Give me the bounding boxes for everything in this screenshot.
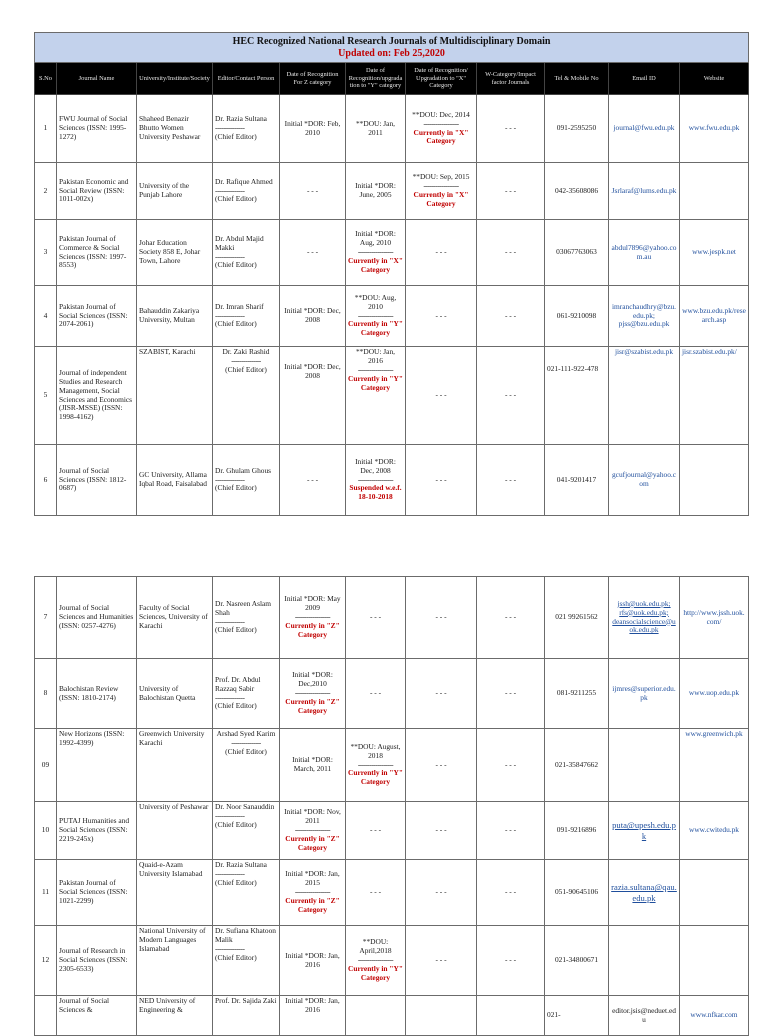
row-website[interactable] bbox=[680, 926, 749, 996]
journals-table-page-2 bbox=[34, 576, 749, 1036]
row-university: University of Peshawar bbox=[137, 802, 213, 860]
row-tel: 091-9216896 bbox=[545, 802, 609, 860]
row-w-category: - - - bbox=[477, 445, 545, 516]
updated-date: Updated on: Feb 25,2020 bbox=[338, 47, 445, 59]
row-university: Shaheed Benazir Bhutto Women University Peshawar bbox=[137, 95, 213, 163]
editor-name: Dr. Imran Sharif bbox=[215, 301, 264, 311]
y-date: **DOU: Jan, 2016 bbox=[355, 347, 395, 365]
row-email[interactable] bbox=[609, 729, 680, 802]
editor-name: Dr. Sufiana Khatoon Malik bbox=[215, 926, 276, 944]
row-sno: 4 bbox=[35, 286, 57, 347]
row-x-date bbox=[406, 996, 477, 1036]
row-sno: 7 bbox=[35, 577, 57, 659]
row-journal: Journal of independent Studies and Research Management, Social Sciences and Economics (JISR-MSSE) (ISSN: 1998-4162) bbox=[57, 347, 137, 445]
row-editor bbox=[213, 163, 280, 220]
row-editor bbox=[213, 95, 280, 163]
editor-separator: --------------- bbox=[215, 616, 245, 626]
row-y-date bbox=[346, 445, 406, 516]
row-email[interactable]: journal@fwu.edu.pk bbox=[609, 95, 680, 163]
row-editor bbox=[213, 659, 280, 729]
row-x-date bbox=[406, 95, 477, 163]
row-z-date: Initial *DOR: Dec, 2008 bbox=[280, 347, 346, 445]
x-separator: ------------------ bbox=[423, 181, 459, 191]
y-status: Suspended w.e.f. 18-10-2018 bbox=[349, 483, 402, 502]
col-header-editor: Editor/Contact Person bbox=[213, 63, 280, 95]
row-university: Bahauddin Zakariya University, Multan bbox=[137, 286, 213, 347]
editor-separator: --------------- bbox=[215, 310, 245, 320]
row-z-date bbox=[280, 659, 346, 729]
row-w-category: - - - bbox=[477, 802, 545, 860]
y-date: Initial *DOR: Dec, 2008 bbox=[355, 456, 396, 475]
row-y-date: - - - bbox=[346, 802, 406, 860]
row-sno: 1 bbox=[35, 95, 57, 163]
editor-separator: --------------- bbox=[231, 737, 261, 747]
row-editor bbox=[213, 445, 280, 516]
row-y-date bbox=[346, 729, 406, 802]
row-email[interactable]: jssh@uok.edu.pk; rfs@uok.edu.pk; deansocialscience@uok.edu.pk bbox=[609, 577, 680, 659]
row-y-date: - - - bbox=[346, 659, 406, 729]
row-university: Quaid-e-Azam University Islamabad bbox=[137, 860, 213, 926]
y-date: Initial *DOR: Aug, 2010 bbox=[355, 229, 396, 248]
row-tel: 021- bbox=[545, 996, 609, 1036]
row-website[interactable]: www.jespk.net bbox=[680, 220, 749, 286]
row-website[interactable]: jisr.szabist.edu.pk/ bbox=[680, 347, 749, 445]
row-sno: 3 bbox=[35, 220, 57, 286]
row-email[interactable] bbox=[609, 926, 680, 996]
row-website[interactable]: www.uop.edu.pk bbox=[680, 659, 749, 729]
row-x-date: - - - bbox=[406, 729, 477, 802]
z-separator: ------------------ bbox=[294, 887, 331, 897]
row-tel: 051-90645106 bbox=[545, 860, 609, 926]
col-header-sno: S.No bbox=[35, 63, 57, 95]
editor-name: Dr. Rafique Ahmed bbox=[215, 176, 273, 186]
editor-role: (Chief Editor) bbox=[225, 746, 267, 756]
row-email[interactable]: ijmres@superior.edu.pk bbox=[609, 659, 680, 729]
row-tel: 021-34800671 bbox=[545, 926, 609, 996]
row-z-date: Initial *DOR: March, 2011 bbox=[280, 729, 346, 802]
row-z-date: - - - bbox=[280, 163, 346, 220]
z-separator: ------------------ bbox=[294, 612, 331, 622]
page-title-bar bbox=[35, 33, 749, 63]
row-x-date: - - - bbox=[406, 220, 477, 286]
row-w-category: - - - bbox=[477, 577, 545, 659]
row-editor bbox=[213, 577, 280, 659]
row-y-date: **DOU: Jan, 2011 bbox=[346, 95, 406, 163]
editor-name: Dr. Razia Sultana bbox=[215, 114, 267, 124]
table-row bbox=[35, 95, 749, 163]
table-row bbox=[35, 220, 749, 286]
row-z-date: Initial *DOR: Jan, 2016 bbox=[280, 996, 346, 1036]
row-y-date bbox=[346, 996, 406, 1036]
row-sno: 12 bbox=[35, 926, 57, 996]
row-w-category: - - - bbox=[477, 220, 545, 286]
row-sno: 11 bbox=[35, 860, 57, 926]
row-university: Johar Education Society 858 E, Johar Town, Lahore bbox=[137, 220, 213, 286]
row-sno: 6 bbox=[35, 445, 57, 516]
y-separator: ------------------ bbox=[357, 955, 394, 965]
row-y-date: - - - bbox=[346, 577, 406, 659]
row-email[interactable]: puta@upesh.edu.pk bbox=[609, 802, 680, 860]
editor-name: Dr. Ghulam Ghous bbox=[215, 465, 272, 475]
table-row bbox=[35, 286, 749, 347]
editor-role: (Chief Editor) bbox=[215, 625, 257, 635]
editor-role: (Chief Editor) bbox=[215, 483, 257, 493]
row-x-date: - - - bbox=[406, 577, 477, 659]
row-tel: 042-35608086 bbox=[545, 163, 609, 220]
editor-separator: --------------- bbox=[215, 943, 245, 953]
row-journal: Journal of Social Sciences (ISSN: 1812-0687) bbox=[57, 445, 137, 516]
y-status: Currently in "X" Category bbox=[348, 255, 403, 274]
y-status: Currently in "Y" Category bbox=[348, 768, 403, 787]
table-row bbox=[35, 577, 749, 659]
row-z-date: - - - bbox=[280, 445, 346, 516]
z-status: Currently in "Z" Category bbox=[285, 620, 340, 639]
editor-role: (Chief Editor) bbox=[215, 701, 257, 711]
row-w-category: - - - bbox=[477, 163, 545, 220]
page-title: HEC Recognized National Research Journals of Multidisciplinary Domain bbox=[232, 35, 551, 47]
row-x-date: - - - bbox=[406, 926, 477, 996]
row-z-date bbox=[280, 860, 346, 926]
table-row bbox=[35, 926, 749, 996]
z-date: Initial *DOR: Nov, 2011 bbox=[284, 807, 341, 826]
row-journal: Pakistan Economic and Social Review (ISSN: 1011-002x) bbox=[57, 163, 137, 220]
x-date: **DOU: Sep, 2015 bbox=[412, 172, 470, 182]
row-z-date: - - - bbox=[280, 220, 346, 286]
editor-name: Arshad Syed Karim bbox=[216, 729, 276, 738]
editor-separator: --------------- bbox=[215, 123, 245, 133]
row-x-date bbox=[406, 163, 477, 220]
row-website[interactable]: www.greenwich.pk bbox=[680, 729, 749, 802]
row-tel: 021 99261562 bbox=[545, 577, 609, 659]
y-date: **DOU: August, 2018 bbox=[350, 741, 401, 760]
row-editor: Prof. Dr. Sajida Zaki bbox=[213, 996, 280, 1036]
row-email[interactable]: razia.sultana@qau.edu.pk bbox=[609, 860, 680, 926]
editor-role: (Chief Editor) bbox=[215, 952, 257, 962]
column-header-row bbox=[35, 63, 749, 95]
row-editor bbox=[213, 286, 280, 347]
row-website[interactable] bbox=[680, 445, 749, 516]
editor-role: (Chief Editor) bbox=[225, 364, 267, 374]
table-row bbox=[35, 445, 749, 516]
row-z-date: Initial *DOR: Jan, 2016 bbox=[280, 926, 346, 996]
row-w-category: - - - bbox=[477, 286, 545, 347]
editor-role: (Chief Editor) bbox=[215, 131, 257, 141]
row-x-date: - - - bbox=[406, 286, 477, 347]
editor-role: (Chief Editor) bbox=[215, 819, 257, 829]
editor-name: Dr. Razia Sultana bbox=[215, 860, 267, 869]
row-journal: Journal of Research in Social Sciences (ISSN: 2305-6533) bbox=[57, 926, 137, 996]
row-x-date: - - - bbox=[406, 445, 477, 516]
editor-separator: --------------- bbox=[215, 474, 245, 484]
table-row bbox=[35, 802, 749, 860]
editor-separator: --------------- bbox=[215, 185, 245, 195]
y-separator: ------------------ bbox=[357, 474, 394, 484]
row-w-category: - - - bbox=[477, 860, 545, 926]
y-status: Currently in "Y" Category bbox=[348, 319, 403, 338]
row-editor bbox=[213, 347, 280, 445]
row-z-date: Initial *DOR: Feb, 2010 bbox=[280, 95, 346, 163]
z-date: Initial *DOR: May 2009 bbox=[284, 594, 341, 613]
y-separator: ------------------ bbox=[357, 364, 394, 374]
row-university: Faculty of Social Sciences, University of Karachi bbox=[137, 577, 213, 659]
row-website[interactable] bbox=[680, 860, 749, 926]
editor-name: Dr. Noor Sanauddin bbox=[215, 802, 275, 811]
row-website[interactable]: www.fwu.edu.pk bbox=[680, 95, 749, 163]
row-journal: Pakistan Journal of Social Sciences (ISSN: 2074-2061) bbox=[57, 286, 137, 347]
row-university: GC University, Allama Iqbal Road, Faisalabad bbox=[137, 445, 213, 516]
row-email[interactable]: editor.jsis@neduet.edu bbox=[609, 996, 680, 1036]
x-status: Currently in "X" Category bbox=[413, 127, 469, 146]
row-website[interactable]: www.cwitedu.pk bbox=[680, 802, 749, 860]
row-website[interactable]: www.bzu.edu.pk/research.asp bbox=[680, 286, 749, 347]
row-x-date: - - - bbox=[406, 860, 477, 926]
row-journal: Journal of Social Sciences & bbox=[57, 996, 137, 1036]
row-x-date: - - - bbox=[406, 802, 477, 860]
editor-role: (Chief Editor) bbox=[215, 260, 257, 270]
row-sno: 8 bbox=[35, 659, 57, 729]
row-journal: PUTAJ Humanities and Social Sciences (ISSN: 2219-245x) bbox=[57, 802, 137, 860]
row-email[interactable]: jisr@szabist.edu.pk bbox=[609, 347, 680, 445]
row-sno: 2 bbox=[35, 163, 57, 220]
editor-separator: --------------- bbox=[215, 868, 245, 878]
col-header-journal: Journal Name bbox=[57, 63, 137, 95]
editor-separator: --------------- bbox=[215, 692, 245, 702]
row-y-date: Initial *DOR: June, 2005 bbox=[346, 163, 406, 220]
y-status: Currently in "Y" Category bbox=[348, 373, 403, 392]
row-tel: 061-9210098 bbox=[545, 286, 609, 347]
row-journal: Balochistan Review (ISSN: 1810-2174) bbox=[57, 659, 137, 729]
z-status: Currently in "Z" Category bbox=[285, 833, 340, 852]
row-university: University of the Punjab Lahore bbox=[137, 163, 213, 220]
row-website[interactable]: www.nfkar.com bbox=[680, 996, 749, 1036]
z-date: Initial *DOR: Dec,2010 bbox=[292, 670, 333, 689]
z-status: Currently in "Z" Category bbox=[285, 895, 340, 914]
editor-separator: --------------- bbox=[215, 251, 245, 261]
row-w-category: - - - bbox=[477, 729, 545, 802]
row-email[interactable]: imranchaudhry@bzu.edu.pk; pjss@bzu.edu.pk bbox=[609, 286, 680, 347]
editor-role: (Chief Editor) bbox=[215, 877, 257, 887]
y-separator: ------------------ bbox=[357, 310, 394, 320]
y-separator: ------------------ bbox=[357, 759, 394, 769]
row-w-category: - - - bbox=[477, 659, 545, 729]
z-separator: ------------------ bbox=[294, 688, 331, 698]
row-editor bbox=[213, 220, 280, 286]
row-x-date: - - - bbox=[406, 347, 477, 445]
row-sno: 09 bbox=[35, 729, 57, 802]
row-journal: Journal of Social Sciences and Humanities (ISSN: 0257-4276) bbox=[57, 577, 137, 659]
row-y-date: - - - bbox=[346, 860, 406, 926]
editor-role: (Chief Editor) bbox=[215, 319, 257, 329]
col-header-email: Email ID bbox=[609, 63, 680, 95]
editor-separator: --------------- bbox=[231, 355, 261, 365]
row-w-category: - - - bbox=[477, 926, 545, 996]
row-university: NED University of Engineering & bbox=[137, 996, 213, 1036]
col-header-z-category: Date of Recognition For Z category bbox=[280, 63, 346, 95]
editor-name: Prof. Dr. Abdul Razzaq Sabir bbox=[215, 674, 261, 693]
row-y-date bbox=[346, 220, 406, 286]
row-w-category: - - - bbox=[477, 95, 545, 163]
row-website[interactable]: http://www.jssh.uok.com/ bbox=[680, 577, 749, 659]
row-website[interactable] bbox=[680, 163, 749, 220]
col-header-university: University/Institute/Society bbox=[137, 63, 213, 95]
journals-table-page-1 bbox=[34, 32, 749, 516]
row-journal: FWU Journal of Social Sciences (ISSN: 1995-1272) bbox=[57, 95, 137, 163]
table-row bbox=[35, 996, 749, 1036]
row-editor bbox=[213, 860, 280, 926]
row-email[interactable]: abdul7896@yahoo.com.au bbox=[609, 220, 680, 286]
col-header-y-category: Date of Recognition/upgradation to "Y" category bbox=[346, 63, 406, 95]
y-date: **DOU: Aug, 2010 bbox=[354, 292, 397, 311]
row-z-date: Initial *DOR: Dec, 2008 bbox=[280, 286, 346, 347]
row-email[interactable]: Jsrlaraf@lums.edu.pk bbox=[609, 163, 680, 220]
editor-name: Dr. Zaki Rashid bbox=[222, 347, 270, 356]
row-university: University of Balochistan Quetta bbox=[137, 659, 213, 729]
x-date: **DOU: Dec, 2014 bbox=[412, 109, 470, 119]
y-status: Currently in "Y" Category bbox=[348, 963, 403, 982]
row-editor bbox=[213, 802, 280, 860]
row-tel: 021-35847662 bbox=[545, 729, 609, 802]
row-tel: 041-9201417 bbox=[545, 445, 609, 516]
table-row bbox=[35, 163, 749, 220]
col-header-tel: Tel & Mobile No bbox=[545, 63, 609, 95]
row-university: SZABIST, Karachi bbox=[137, 347, 213, 445]
row-x-date: - - - bbox=[406, 659, 477, 729]
editor-role: (Chief Editor) bbox=[215, 194, 257, 204]
editor-separator: --------------- bbox=[215, 810, 245, 820]
row-z-date bbox=[280, 802, 346, 860]
row-journal: Pakistan Journal of Commerce & Social Sciences (ISSN: 1997-8553) bbox=[57, 220, 137, 286]
x-status: Currently in "X" Category bbox=[413, 190, 469, 208]
row-email[interactable]: gcufjournal@yahoo.com bbox=[609, 445, 680, 516]
row-w-category: - - - bbox=[477, 347, 545, 445]
row-tel: 021-111-922-478 bbox=[545, 347, 609, 445]
col-header-w-category: W-Category/Impact factor Journals bbox=[477, 63, 545, 95]
table-row bbox=[35, 659, 749, 729]
row-w-category bbox=[477, 996, 545, 1036]
x-separator: ------------------ bbox=[423, 118, 459, 128]
table-row bbox=[35, 729, 749, 802]
row-university: Greenwich University Karachi bbox=[137, 729, 213, 802]
col-header-x-category: Date of Recognition/ Upgradation to "X" Category bbox=[406, 63, 477, 95]
row-tel: 03067763063 bbox=[545, 220, 609, 286]
row-y-date bbox=[346, 286, 406, 347]
row-journal: New Horizons (ISSN: 1992-4399) bbox=[57, 729, 137, 802]
col-header-website: Website bbox=[680, 63, 749, 95]
z-separator: ------------------ bbox=[294, 825, 331, 835]
table-row bbox=[35, 860, 749, 926]
y-separator: ------------------ bbox=[357, 247, 394, 257]
row-journal: Pakistan Journal of Social Sciences (ISSN: 1021-2299) bbox=[57, 860, 137, 926]
row-tel: 091-2595250 bbox=[545, 95, 609, 163]
y-date: **DOU: April,2018 bbox=[359, 937, 392, 956]
z-date: Initial *DOR: Jan, 2015 bbox=[285, 869, 340, 888]
row-tel: 081-9211255 bbox=[545, 659, 609, 729]
table-row bbox=[35, 347, 749, 445]
row-editor bbox=[213, 729, 280, 802]
row-z-date bbox=[280, 577, 346, 659]
z-status: Currently in "Z" Category bbox=[285, 696, 340, 715]
editor-name: Dr. Abdul Majid Makki bbox=[215, 233, 264, 252]
row-university: National University of Modern Languages Islamabad bbox=[137, 926, 213, 996]
row-y-date bbox=[346, 926, 406, 996]
editor-name: Dr. Nasreen Aslam Shah bbox=[215, 598, 272, 617]
row-y-date bbox=[346, 347, 406, 445]
row-editor bbox=[213, 926, 280, 996]
row-sno: 5 bbox=[35, 347, 57, 445]
row-sno: 10 bbox=[35, 802, 57, 860]
row-sno bbox=[35, 996, 57, 1036]
